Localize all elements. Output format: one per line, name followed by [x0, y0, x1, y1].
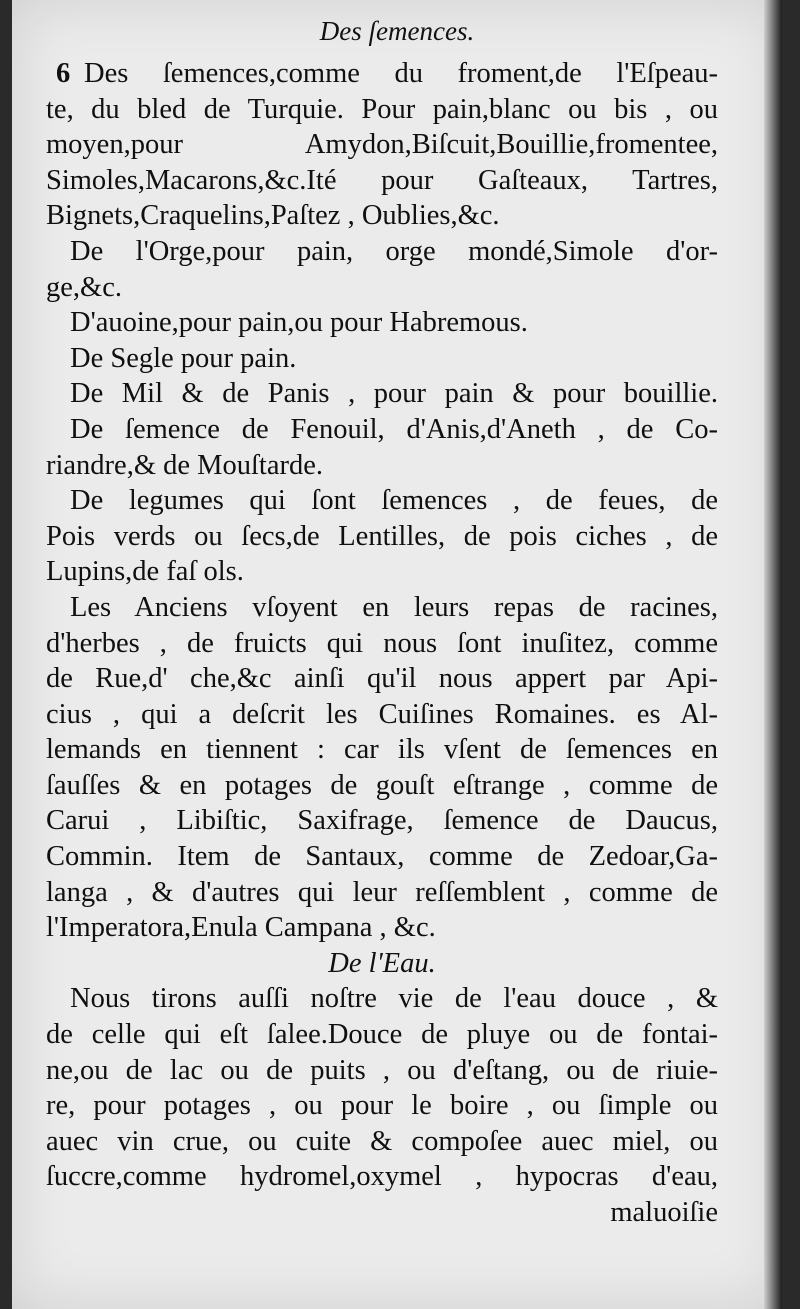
text-line: [46, 839, 718, 875]
text-line: [46, 554, 718, 590]
text-line: [46, 92, 718, 128]
text-line-content: Carui , Libiſtic, Saxifrage, ſemence de Daucus,: [46, 805, 718, 837]
text-line-content: De Mil & de Panis , pour pain & pour bouillie.: [70, 378, 718, 410]
text-line: [46, 803, 718, 839]
text-line-content: lemands en tiennent : car ils vſent de ſemences en: [46, 734, 718, 766]
text-line-content: langa , & d'autres qui leur reſſemblent , comme de: [46, 876, 718, 908]
text-line-content: riandre,& de Mouſtarde.: [46, 449, 323, 481]
text-line: [46, 910, 718, 946]
text-line-content: Pois verds ou ſecs,de Lentilles, de pois ciches , de: [46, 520, 718, 552]
text-line-content: re, pour potages , ou pour le boire , ou ſimple ou: [46, 1090, 718, 1122]
text-line: [46, 768, 718, 804]
text-line: [46, 732, 718, 768]
text-line: [46, 376, 718, 412]
text-line-content: Des ſemences,comme du froment,de l'Eſpeau-: [84, 58, 718, 89]
text-line-content: moyen,pour Amydon,Biſcuit,Bouillie,fromentee,: [46, 129, 718, 161]
text-line: [46, 163, 718, 199]
text-line: [46, 341, 718, 377]
text-line-content: te, du bled de Turquie. Pour pain,blanc ou bis , ou: [46, 93, 718, 125]
page-body-text: [46, 56, 718, 1231]
text-line-content: ſuccre,comme hydromel,oxymel , hypocras d'eau,: [46, 1161, 718, 1193]
text-line: [46, 981, 718, 1017]
book-page: [12, 0, 782, 1309]
text-line-content: Nous tirons auſſi noſtre vie de l'eau douce , &: [70, 983, 718, 1015]
text-line-content: de celle qui eſt ſalee.Douce de pluye ou de fontai-: [46, 1019, 718, 1051]
text-line: [46, 127, 718, 163]
text-line-content: D'auoine,pour pain,ou pour Habremous.: [70, 307, 528, 339]
text-line: [46, 198, 718, 234]
text-line-content: Les Anciens vſoyent en leurs repas de racines,: [70, 591, 718, 623]
text-line-content: ge,&c.: [46, 271, 122, 303]
text-line-content: d'herbes , de fruicts qui nous ſont inuſitez, comme: [46, 627, 718, 659]
text-line-content: Commin. Item de Santaux, comme de Zedoar,Ga-: [46, 841, 718, 873]
text-line: [46, 412, 718, 448]
text-line: [46, 56, 718, 92]
text-line: [46, 1159, 718, 1195]
page-gutter-shadow: [764, 0, 782, 1309]
text-line-content: de Rue,d' che,&c ainſi qu'il nous appert par Api-: [46, 663, 718, 695]
text-line: [46, 483, 718, 519]
text-line: [46, 448, 718, 484]
text-line-content: Bignets,Craquelins,Paſtez , Oublies,&c.: [46, 200, 500, 232]
text-line-content: De ſemence de Fenouil, d'Anis,d'Aneth , de Co-: [70, 413, 718, 445]
text-line-content: ſauſſes & en potages de gouſt eſtrange , comme de: [46, 769, 718, 801]
text-line: [46, 626, 718, 662]
text-line-content: Lupins,de faſ ols.: [46, 556, 244, 588]
text-line: [46, 875, 718, 911]
text-line: [46, 1088, 718, 1124]
text-line-content: ne,ou de lac ou de puits , ou d'eſtang, ou de riuie-: [46, 1054, 718, 1086]
text-line: [46, 661, 718, 697]
text-line-content: cius , qui a deſcrit les Cuiſines Romaines. es Al-: [46, 698, 718, 730]
text-line: [46, 1195, 718, 1231]
text-line-content: De Segle pour pain.: [70, 342, 297, 374]
text-line-content: De l'Eau.: [328, 947, 436, 979]
page-number: 6: [56, 58, 71, 89]
text-line-content: auec vin crue, ou cuite & compoſee auec miel, ou: [46, 1125, 718, 1157]
text-line-content: Simoles,Macarons,&c.Ité pour Gaſteaux, Tartres,: [46, 164, 718, 196]
text-line-content: De l'Orge,pour pain, orge mondé,Simole d'or-: [70, 235, 718, 267]
text-line-content: l'Imperatora,Enula Campana , &c.: [46, 912, 436, 944]
text-line: [46, 1053, 718, 1089]
text-line: [46, 270, 718, 306]
text-line: [46, 305, 718, 341]
text-line: [46, 1017, 718, 1053]
section-heading: [46, 946, 718, 982]
text-line: [46, 590, 718, 626]
text-line: [46, 697, 718, 733]
text-line-content: maluoiſie: [610, 1197, 718, 1228]
running-header: Des ſemences.: [319, 16, 475, 46]
text-line: [46, 519, 718, 555]
text-line: [46, 1124, 718, 1160]
text-line-content: De legumes qui ſont ſemences , de feues, de: [70, 485, 718, 517]
text-line: [46, 234, 718, 270]
